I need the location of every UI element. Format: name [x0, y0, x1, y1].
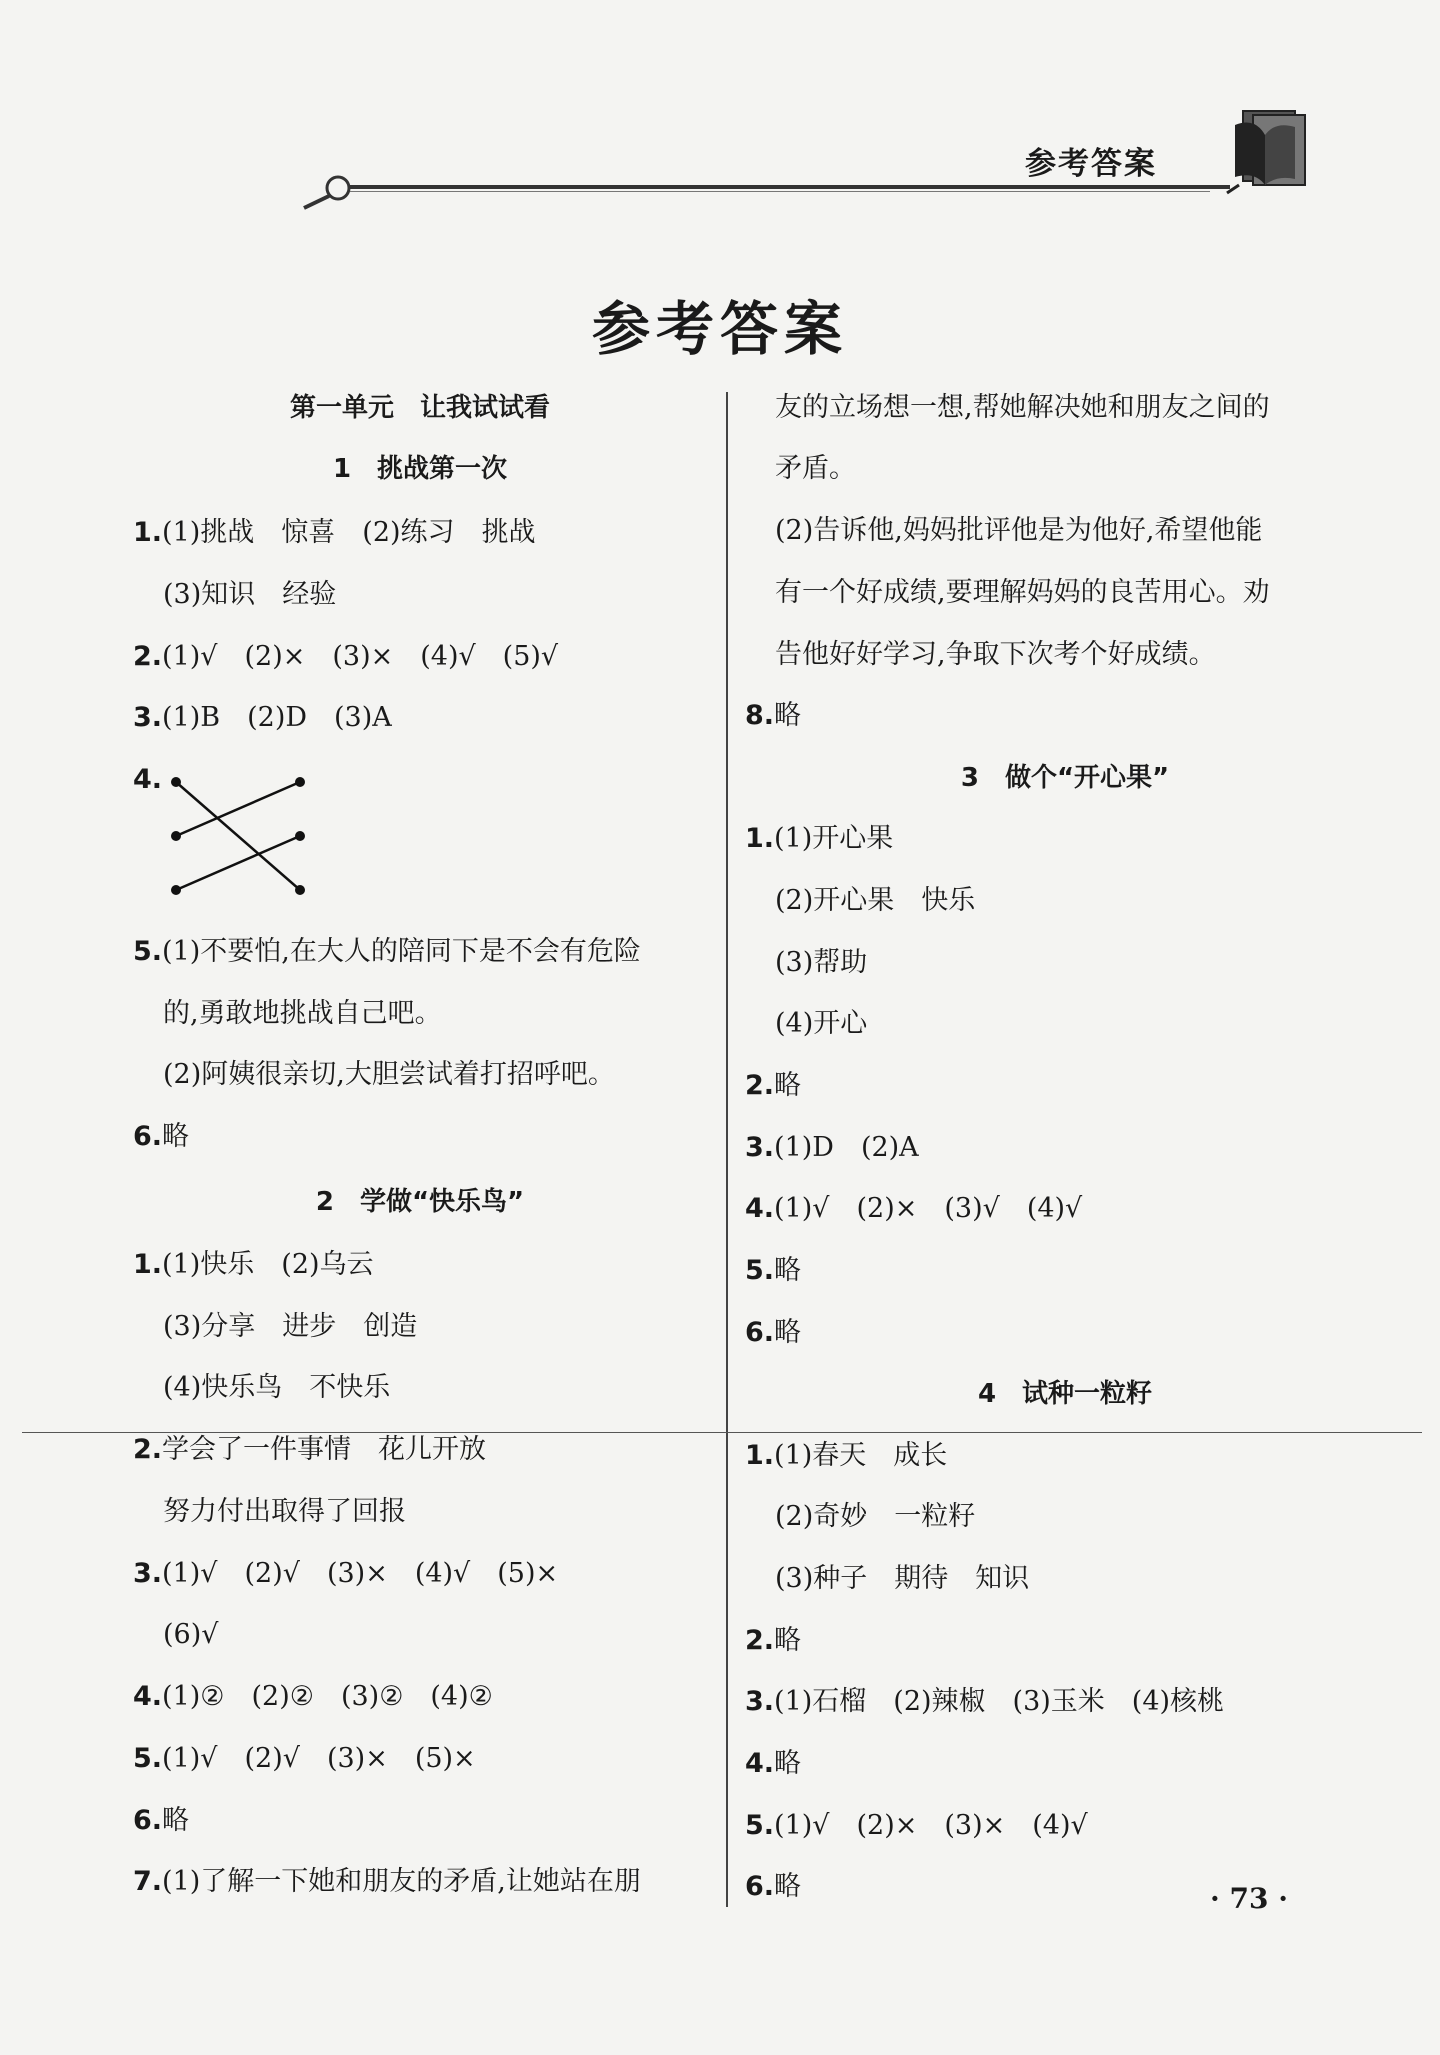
l4-q2: 2.略 [745, 1625, 802, 1656]
r-q7-cont-line5: 告他好好学习,争取下次考个好成绩。 [775, 639, 1216, 670]
match-dot [171, 777, 181, 787]
l1-q5-line3: (2)阿姨很亲切,大胆尝试着打招呼吧。 [163, 1059, 615, 1090]
l2-q4: 4.(1)② (2)② (3)② (4)② [133, 1681, 493, 1712]
l2-q7-line1: 7.(1)了解一下她和朋友的矛盾,让她站在朋 [133, 1866, 641, 1897]
column-divider [726, 392, 728, 1907]
l4-q5: 5.(1)√ (2)× (3)× (4)√ [745, 1810, 1088, 1841]
page-title: 参考答案 [591, 295, 848, 363]
books-icon [1225, 105, 1315, 195]
lesson-4-title: 4 试种一粒籽 [977, 1379, 1153, 1409]
l1-q4: 4. [133, 764, 163, 795]
match-line-2 [176, 782, 300, 836]
l2-q5: 5.(1)√ (2)√ (3)× (5)× [133, 1743, 476, 1774]
l2-q6: 6.略 [133, 1805, 190, 1836]
l2-q3-line2: (6)√ [163, 1619, 219, 1650]
l4-q1-line2: (2)奇妙 一粒籽 [775, 1501, 976, 1532]
l1-q1-line1: 1.(1)挑战 惊喜 (2)练习 挑战 [133, 517, 536, 548]
l3-q1-line1: 1.(1)开心果 [745, 823, 894, 854]
match-line-1 [176, 782, 300, 890]
r-q7-cont-line4: 有一个好成绩,要理解妈妈的良苦用心。劝 [775, 577, 1270, 608]
magnifier-icon [300, 172, 360, 212]
header-rule-thin [350, 191, 1210, 192]
header-rule [350, 185, 1230, 189]
r-q8: 8.略 [745, 700, 802, 731]
l3-q3: 3.(1)D (2)A [745, 1132, 919, 1163]
l2-q1-line1: 1.(1)快乐 (2)乌云 [133, 1249, 374, 1280]
lesson-2-title: 2 学做“快乐鸟” [315, 1187, 525, 1217]
r-q7-cont-line1: 友的立场想一想,帮她解决她和朋友之间的 [775, 392, 1270, 423]
match-dot [295, 777, 305, 787]
page-number: · 73 · [1210, 1882, 1288, 1915]
l1-q2: 2.(1)√ (2)× (3)× (4)√ (5)√ [133, 641, 559, 672]
l2-q2-line2: 努力付出取得了回报 [163, 1496, 406, 1527]
lesson-1-title: 1 挑战第一次 [332, 454, 508, 484]
l3-q2: 2.略 [745, 1070, 802, 1101]
unit-title: 第一单元 让我试试看 [289, 393, 550, 423]
l2-q2-line1: 2.学会了一件事情 花儿开放 [133, 1434, 487, 1465]
l3-q1-line4: (4)开心 [775, 1008, 868, 1039]
match-dot [171, 831, 181, 841]
l1-q1-line2: (3)知识 经验 [163, 579, 337, 610]
l4-q6: 6.略 [745, 1871, 802, 1902]
l1-q5-line2: 的,勇敢地挑战自己吧。 [163, 998, 442, 1029]
match-dot [171, 885, 181, 895]
match-dot [295, 885, 305, 895]
l4-q1-line3: (3)种子 期待 知识 [775, 1563, 1030, 1594]
l1-q6: 6.略 [133, 1121, 190, 1152]
l1-q3: 3.(1)B (2)D (3)A [133, 702, 392, 733]
r-q7-cont-line3: (2)告诉他,妈妈批评他是为他好,希望他能 [775, 515, 1263, 546]
l2-q1-line2: (3)分享 进步 创造 [163, 1311, 418, 1342]
r-q7-cont-line2: 矛盾。 [775, 453, 856, 484]
l4-q3: 3.(1)石榴 (2)辣椒 (3)玉米 (4)核桃 [745, 1686, 1225, 1717]
l2-q1-line3: (4)快乐鸟 不快乐 [163, 1372, 391, 1403]
lesson-3-title: 3 做个“开心果” [960, 763, 1170, 793]
l3-q4: 4.(1)√ (2)× (3)√ (4)√ [745, 1193, 1083, 1224]
matching-diagram [168, 770, 308, 900]
l4-q4: 4.略 [745, 1748, 802, 1779]
l1-q5-line1: 5.(1)不要怕,在大人的陪同下是不会有危险 [133, 936, 641, 967]
l2-q3-line1: 3.(1)√ (2)√ (3)× (4)√ (5)× [133, 1558, 559, 1589]
l3-q5: 5.略 [745, 1255, 802, 1286]
match-dot [295, 831, 305, 841]
l4-q1-line1: 1.(1)春天 成长 [745, 1440, 948, 1471]
match-line-3 [176, 836, 300, 890]
l3-q1-line2: (2)开心果 快乐 [775, 885, 976, 916]
l3-q6: 6.略 [745, 1317, 802, 1348]
header-label: 参考答案 [1025, 146, 1157, 182]
l3-q1-line3: (3)帮助 [775, 947, 868, 978]
